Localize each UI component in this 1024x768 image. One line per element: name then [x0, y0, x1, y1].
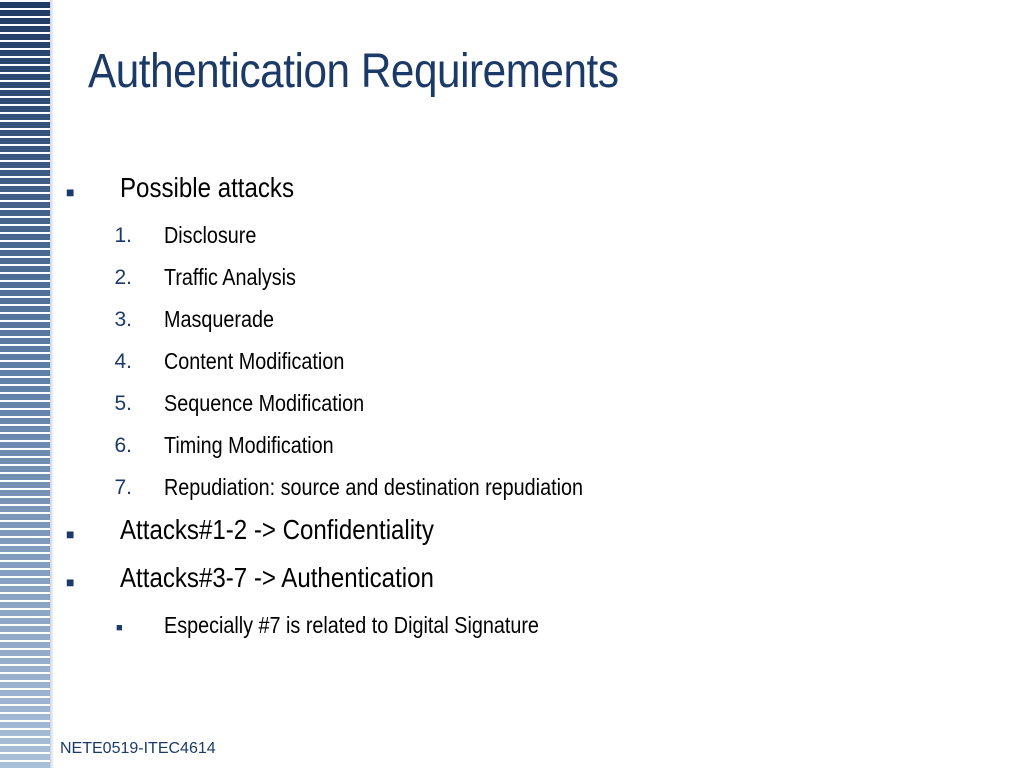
bullet-item: [60, 562, 1000, 610]
numbered-item: [60, 388, 1000, 430]
bullet-text: Attacks#1-2 -> Confidentiality: [120, 514, 434, 545]
bullet-list: [60, 172, 1000, 652]
sidebar-edge: [50, 0, 54, 768]
item-text: Timing Modification: [164, 432, 334, 458]
item-number: 3.: [114, 308, 132, 331]
slide-title: Authentication Requirements: [88, 45, 619, 98]
bullet-text: Possible attacks: [120, 172, 295, 203]
item-text: Disclosure: [164, 222, 257, 248]
item-text: Masquerade: [164, 306, 274, 332]
square-bullet-icon: ■: [66, 184, 75, 200]
square-bullet-icon: ■: [116, 622, 123, 634]
item-number: 4.: [114, 350, 132, 373]
item-number: 1.: [114, 224, 132, 247]
bullet-item: [60, 172, 1000, 220]
numbered-item: [60, 262, 1000, 304]
item-text: Traffic Analysis: [164, 264, 296, 290]
item-text: Sequence Modification: [164, 390, 365, 416]
sub-bullet-text: Especially #7 is related to Digital Signature: [164, 612, 539, 638]
numbered-item: [60, 220, 1000, 262]
numbered-item: [60, 472, 1000, 514]
item-number: 7.: [114, 476, 132, 499]
bullet-text: Attacks#3-7 -> Authentication: [120, 562, 434, 593]
item-number: 2.: [114, 266, 132, 289]
decorative-sidebar: [0, 0, 50, 768]
item-number: 5.: [114, 392, 132, 415]
numbered-item: [60, 346, 1000, 388]
bullet-item: [60, 514, 1000, 562]
numbered-item: [60, 304, 1000, 346]
numbered-item: [60, 430, 1000, 472]
item-text: Repudiation: source and destination repudiation: [164, 474, 583, 500]
sub-bullet-item: [60, 610, 1000, 652]
footer-label: NETE0519-ITEC4614: [60, 740, 216, 757]
square-bullet-icon: ■: [66, 526, 75, 542]
item-number: 6.: [114, 434, 132, 457]
square-bullet-icon: ■: [66, 574, 75, 590]
item-text: Content Modification: [164, 348, 345, 374]
